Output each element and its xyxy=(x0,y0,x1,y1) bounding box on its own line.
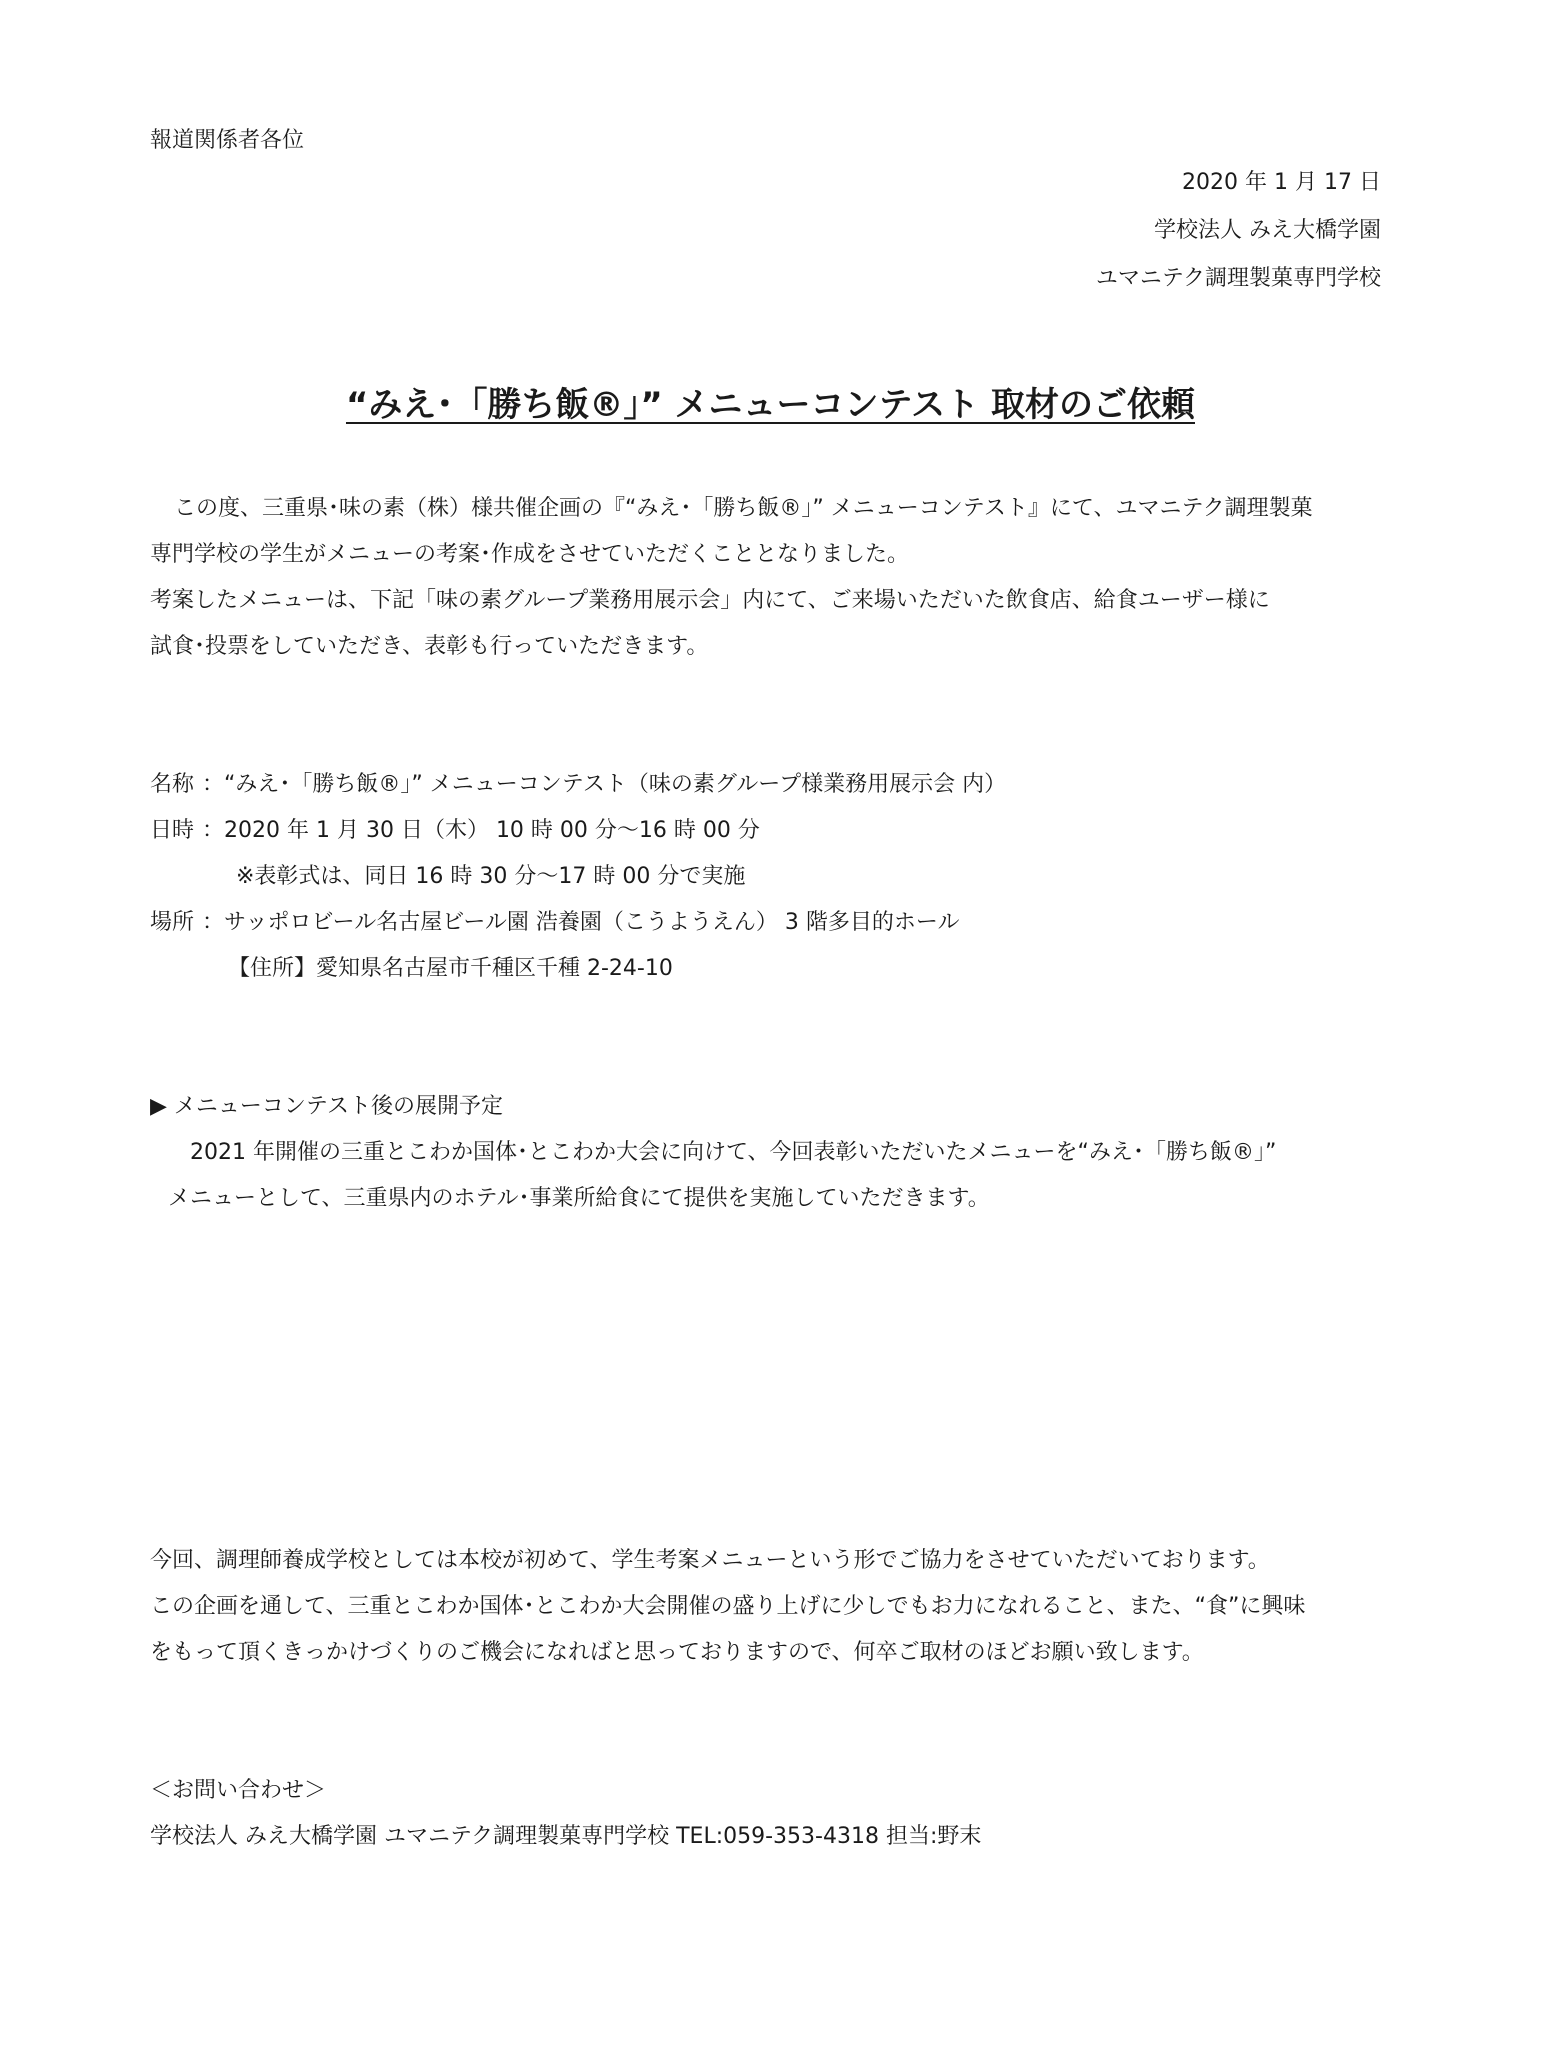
closing-line-1: 今回、調理師養成学校としては本校が初めて、学生考案メニューという形でご協力をさせていただいております。 xyxy=(150,1548,1270,1573)
intro-line-3: 考案したメニューは、下記「味の素グループ業務用展示会」内にて、ご来場いただいた飲食店、給食ユーザー様に xyxy=(150,588,1270,613)
venue-address: 【住所】愛知県名古屋市千種区千種 2-24-10 xyxy=(228,956,673,981)
plan-line-2: メニューとして、三重県内のホテル･事業所給食にて提供を実施していただきます。 xyxy=(168,1186,990,1211)
detail-place-value: ：サッポロビール名古屋ビール園 浩養園（こうようえん） 3 階多目的ホール xyxy=(202,910,960,935)
detail-datetime-value: ：2020 年 1 月 30 日（木） 10 時 00 分～16 時 00 分 xyxy=(202,818,760,843)
organization-name: 学校法人 みえ大橋学園 xyxy=(1154,218,1381,243)
detail-name xyxy=(150,770,1006,800)
detail-datetime-label: 日時 xyxy=(150,818,195,843)
award-ceremony-note: ※表彰式は、同日 16 時 30 分～17 時 00 分で実施 xyxy=(236,864,746,889)
contact-line: 学校法人 みえ大橋学園 ユマニテク調理製菓専門学校 TEL:059-353-4318 担当:野末 xyxy=(150,1824,982,1849)
page-title-text: “みえ･「勝ち飯®」” メニューコンテスト 取材のご依頼 xyxy=(345,385,1195,425)
detail-place-label: 場所 xyxy=(150,910,195,935)
intro-line-2: 専門学校の学生がメニューの考案･作成をさせていただくこととなりました。 xyxy=(150,542,910,567)
issue-date: 2020 年 1 月 17 日 xyxy=(1182,170,1381,195)
detail-name-label: 名称 xyxy=(150,772,195,797)
plan-line-1: 2021 年開催の三重とこわか国体･とこわか大会に向けて、今回表彰いただいたメニューを“みえ･「勝ち飯®」” xyxy=(190,1140,1277,1165)
contact-heading: ＜お問い合わせ＞ xyxy=(150,1778,327,1803)
plan-heading: ▶ メニューコンテスト後の展開予定 xyxy=(150,1094,504,1119)
detail-datetime xyxy=(150,816,760,846)
closing-line-2: この企画を通して、三重とこわか国体･とこわか大会開催の盛り上げに少しでもお力になれること、また、“食”に興味 xyxy=(150,1594,1306,1619)
school-name: ユマニテク調理製菓専門学校 xyxy=(1095,266,1381,291)
detail-place xyxy=(150,908,959,938)
detail-name-value: ：“みえ･「勝ち飯®」” メニューコンテスト（味の素グループ様業務用展示会 内） xyxy=(202,772,1007,797)
intro-line-1: この度、三重県･味の素（株）様共催企画の『“みえ･「勝ち飯®」” メニューコンテスト』にて、ユマニテク調理製菓 xyxy=(174,496,1313,521)
intro-line-4: 試食･投票をしていただき、表彰も行っていただきます。 xyxy=(150,634,709,659)
page-title xyxy=(0,382,1541,428)
addressee: 報道関係者各位 xyxy=(150,128,305,153)
closing-line-3: をもって頂くきっかけづくりのご機会になればと思っておりますので、何卒ご取材のほどお願い致します。 xyxy=(150,1640,1204,1665)
